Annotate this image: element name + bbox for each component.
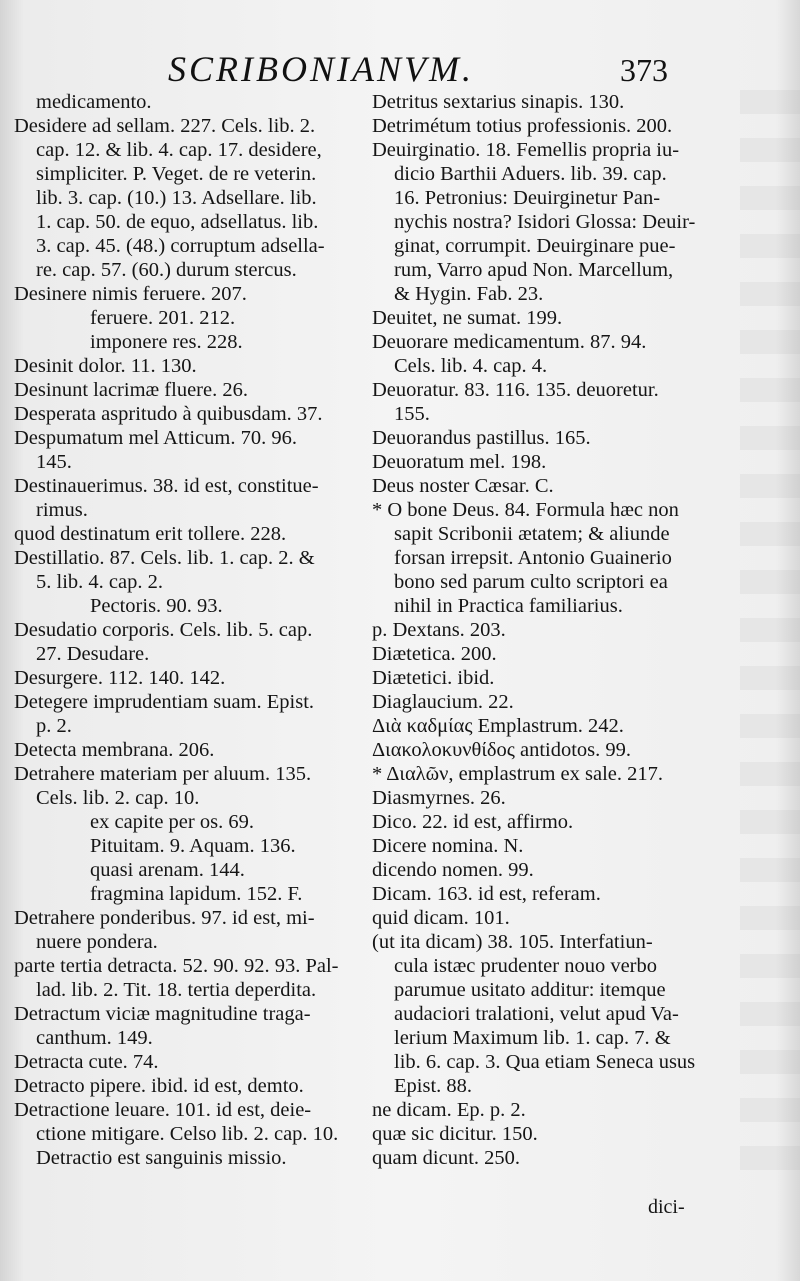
index-entry-line: Detracto pipere. ibid. id est, demto. bbox=[14, 1075, 304, 1097]
index-entry-line: Desinere nimis feruere. 207. bbox=[14, 283, 247, 305]
index-entry-line: Desudatio corporis. Cels. lib. 5. cap. bbox=[14, 619, 313, 641]
index-entry-line: rum, Varro apud Non. Marcellum, bbox=[394, 259, 674, 281]
index-entry-line: re. cap. 57. (60.) durum stercus. bbox=[36, 259, 297, 281]
index-entry-line: p. Dextans. 203. bbox=[372, 619, 506, 641]
index-entry-line: simpliciter. P. Veget. de re veterin. bbox=[36, 163, 317, 185]
index-entry-line: Desperata aspritudo à quibusdam. 37. bbox=[14, 403, 323, 425]
catchword: dici- bbox=[648, 1196, 685, 1218]
index-entry-line: fragmina lapidum. 152. F. bbox=[90, 883, 303, 905]
index-entry-line: quam dicunt. 250. bbox=[372, 1147, 521, 1169]
index-entry-line: lib. 3. cap. (10.) 13. Adsellare. lib. bbox=[36, 187, 317, 209]
index-entry-line: 1. cap. 50. de equo, adsellatus. lib. bbox=[36, 211, 319, 233]
index-entry-line: quid dicam. 101. bbox=[372, 907, 510, 929]
index-entry-line: & Hygin. Fab. 23. bbox=[394, 283, 544, 305]
index-entry-line: cula istæc prudenter nouo verbo bbox=[394, 955, 658, 977]
index-entry-line: Desurgere. 112. 140. 142. bbox=[14, 667, 226, 689]
index-entry-line: nihil in Practica familiarius. bbox=[394, 595, 623, 617]
index-entry-line: Dicere nomina. N. bbox=[372, 835, 524, 857]
index-entry-line: Desidere ad sellam. 227. Cels. lib. 2. bbox=[14, 115, 316, 137]
index-entry-line: parte tertia detracta. 52. 90. 92. 93. Pal- bbox=[14, 955, 339, 977]
index-column-right bbox=[372, 90, 724, 1170]
index-entry-line: Detractum viciæ magnitudine traga- bbox=[14, 1003, 311, 1025]
index-entry-line: 155. bbox=[394, 403, 430, 425]
index-entry-line: Desinit dolor. 11. 130. bbox=[14, 355, 197, 377]
index-entry-line: lad. lib. 2. Tit. 18. tertia deperdita. bbox=[36, 979, 317, 1001]
index-entry-line: ex capite per os. 69. bbox=[90, 811, 254, 833]
index-entry-line: Deus noster Cæsar. C. bbox=[372, 475, 554, 497]
index-entry-line: Διακολοκυνθίδος antidotos. 99. bbox=[372, 739, 632, 761]
index-entry-line: ne dicam. Ep. p. 2. bbox=[372, 1099, 526, 1121]
index-entry-line: Detritus sextarius sinapis. 130. bbox=[372, 91, 625, 113]
index-entry-line: Detractio est sanguinis missio. bbox=[36, 1147, 287, 1169]
index-entry-line: Deuorandus pastillus. 165. bbox=[372, 427, 591, 449]
index-entry-line: Deuoratum mel. 198. bbox=[372, 451, 547, 473]
index-entry-line: Cels. lib. 2. cap. 10. bbox=[36, 787, 200, 809]
index-entry-line: ginat, corrumpit. Deuirginare pue- bbox=[394, 235, 676, 257]
index-entry-line: Dico. 22. id est, affirmo. bbox=[372, 811, 574, 833]
bleed-through-shadow bbox=[740, 90, 800, 1190]
index-column-left bbox=[14, 90, 370, 1170]
index-entry-line: bono sed parum culto scriptori ea bbox=[394, 571, 668, 593]
running-title: SCRIBONIANVM. bbox=[168, 49, 474, 89]
index-entry-line: medicamento. bbox=[36, 91, 152, 113]
index-entry-line: Desinunt lacrimæ fluere. 26. bbox=[14, 379, 248, 401]
index-entry-line: Deuirginatio. 18. Femellis propria iu- bbox=[372, 139, 680, 161]
page-header bbox=[0, 38, 800, 98]
page-number: 373 bbox=[620, 52, 668, 88]
index-entry-line: Epist. 88. bbox=[394, 1075, 473, 1097]
index-entry-line: 5. lib. 4. cap. 2. bbox=[36, 571, 163, 593]
index-entry-line: Detegere imprudentiam suam. Epist. bbox=[14, 691, 315, 713]
index-entry-line: ctione mitigare. Celso lib. 2. cap. 10. bbox=[36, 1123, 339, 1145]
index-entry-line: Detrahere materiam per aluum. 135. bbox=[14, 763, 312, 785]
index-entry-line: parumue usitato additur: itemque bbox=[394, 979, 666, 1001]
index-entry-line: forsan irrepsit. Antonio Guainerio bbox=[394, 547, 672, 569]
index-entry-line: Pectoris. 90. 93. bbox=[90, 595, 223, 617]
index-entry-line: Cels. lib. 4. cap. 4. bbox=[394, 355, 548, 377]
index-entry-line: dicio Barthii Aduers. lib. 39. cap. bbox=[394, 163, 667, 185]
index-entry-line: Detrimétum totius professionis. 200. bbox=[372, 115, 673, 137]
index-entry-line: rimus. bbox=[36, 499, 88, 521]
index-entry-line: * Διαλῶν, emplastrum ex sale. 217. bbox=[372, 763, 664, 785]
index-entry-line: 16. Petronius: Deuirginetur Pan- bbox=[394, 187, 661, 209]
index-entry-line: quæ sic dicitur. 150. bbox=[372, 1123, 538, 1145]
index-entry-line: sapit Scribonii ætatem; & aliunde bbox=[394, 523, 670, 545]
index-entry-line: Dicam. 163. id est, referam. bbox=[372, 883, 601, 905]
index-entry-line: Deuoratur. 83. 116. 135. deuoretur. bbox=[372, 379, 659, 401]
index-entry-line: 145. bbox=[36, 451, 72, 473]
index-entry-line: Diaglaucium. 22. bbox=[372, 691, 514, 713]
index-entry-line: nuere pondera. bbox=[36, 931, 158, 953]
index-entry-line: lerium Maximum lib. 1. cap. 7. & bbox=[394, 1027, 671, 1049]
index-entry-line: quasi arenam. 144. bbox=[90, 859, 245, 881]
index-entry-line: dicendo nomen. 99. bbox=[372, 859, 534, 881]
index-entry-line: Pituitam. 9. Aquam. 136. bbox=[90, 835, 296, 857]
index-entry-line: Deuorare medicamentum. 87. 94. bbox=[372, 331, 647, 353]
index-entry-line: Detecta membrana. 206. bbox=[14, 739, 215, 761]
index-entry-line: Deuitet, ne sumat. 199. bbox=[372, 307, 563, 329]
index-entry-line: Destillatio. 87. Cels. lib. 1. cap. 2. & bbox=[14, 547, 315, 569]
index-entry-line: Diætetica. 200. bbox=[372, 643, 497, 665]
index-entry-line: canthum. 149. bbox=[36, 1027, 153, 1049]
index-entry-line: cap. 12. & lib. 4. cap. 17. desidere, bbox=[36, 139, 322, 161]
index-entry-line: (ut ita dicam) 38. 105. Interfatiun- bbox=[372, 931, 653, 953]
index-entry-line: Διὰ καδμίας Emplastrum. 242. bbox=[372, 715, 624, 737]
index-entry-line: imponere res. 228. bbox=[90, 331, 243, 353]
index-entry-line: feruere. 201. 212. bbox=[90, 307, 236, 329]
index-entry-line: Despumatum mel Atticum. 70. 96. bbox=[14, 427, 297, 449]
index-entry-line: * O bone Deus. 84. Formula hæc non bbox=[372, 499, 679, 521]
index-entry-line: quod destinatum erit tollere. 228. bbox=[14, 523, 287, 545]
index-entry-line: nychis nostra? Isidori Glossa: Deuir- bbox=[394, 211, 696, 233]
index-entry-line: Diætetici. ibid. bbox=[372, 667, 495, 689]
index-entry-line: Diasmyrnes. 26. bbox=[372, 787, 506, 809]
index-entry-line: Detrahere ponderibus. 97. id est, mi- bbox=[14, 907, 315, 929]
index-entry-line: lib. 6. cap. 3. Qua etiam Seneca usus bbox=[394, 1051, 696, 1073]
index-entry-line: audaciori tralationi, velut apud Va- bbox=[394, 1003, 679, 1025]
index-entry-line: Destinauerimus. 38. id est, constitue- bbox=[14, 475, 319, 497]
index-entry-line: p. 2. bbox=[36, 715, 72, 737]
index-entry-line: Detracta cute. 74. bbox=[14, 1051, 159, 1073]
index-entry-line: Detractione leuare. 101. id est, deie- bbox=[14, 1099, 312, 1121]
index-entry-line: 3. cap. 45. (48.) corruptum adsella- bbox=[36, 235, 325, 257]
index-entry-line: 27. Desudare. bbox=[36, 643, 150, 665]
